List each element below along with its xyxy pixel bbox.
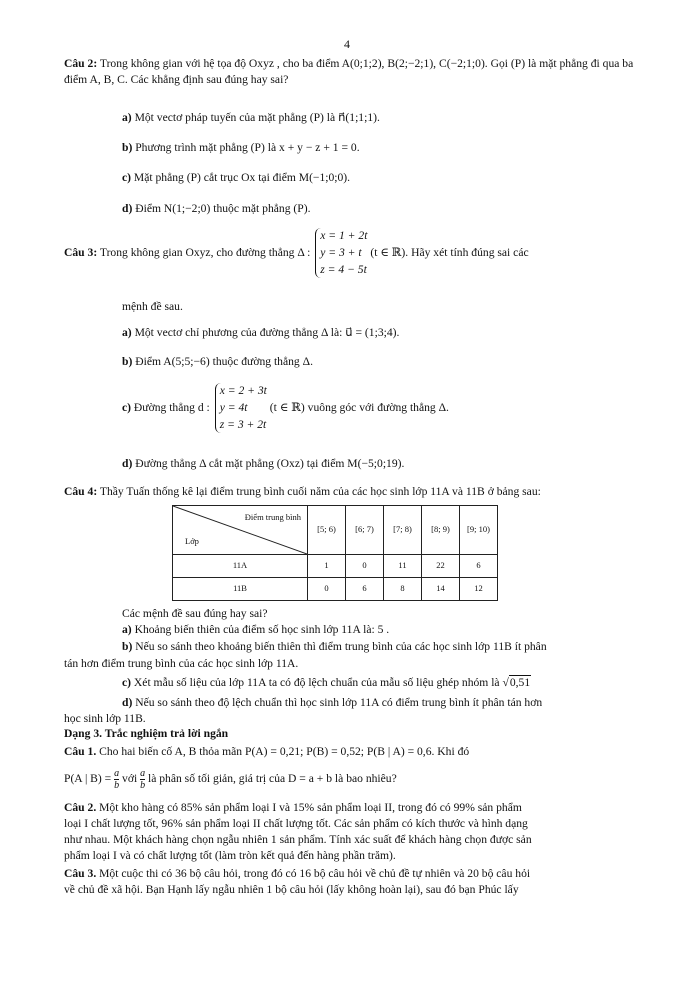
table-cell: 0 [308,578,346,601]
short-answer-2-line: phẩm loại I và có chất lượng tốt (làm tròn kết quả đến hàng phần trăm). [64,849,396,862]
question-4-item-b: b) Nếu so sánh theo khoảng biến thiên thì điểm trung bình của các học sinh lớp 11B ít phân [122,640,547,653]
question-4-item-b-continued: tán hơn điểm trung bình của các học sinh lớp 11A. [64,657,299,670]
table-corner-cell: Điểm trung bình Lớp [173,506,308,555]
question-2-item-d: d) Điểm N(1;−2;0) thuộc mặt phẳng (P). [122,202,311,215]
table-cell: 6 [346,578,384,601]
question-3-item-b: b) Điểm A(5;5;−6) thuộc đường thẳng Δ. [122,355,313,368]
question-4-item-d-continued: học sinh lớp 11B. [64,712,146,725]
table-row [173,555,498,578]
question-3-stem: Câu 3: Trong không gian Oxyz, cho đường thẳng Δ : x = 1 + 2t y = 3 + t z = 4 − 5t (t ∈ ℝ). Hãy xét tính đúng sai các [64,228,642,278]
table-header: [8; 9) [422,506,460,555]
table-header: [7; 8) [384,506,422,555]
table-header: [9; 10) [460,506,498,555]
short-answer-1: Câu 1. Cho hai biến cố A, B thỏa mãn P(A) = 0,21; P(B) = 0,52; P(B | A) = 0,6. Khi đó [64,745,470,758]
table-cell: 12 [460,578,498,601]
question-2-stem [64,56,642,88]
table-cell: 0 [346,555,384,578]
question-4-stem: Câu 4: Thầy Tuấn thống kê lại điểm trung bình cuối năm của các học sinh lớp 11A và 11B ở bảng sau: [64,485,541,498]
fraction: $\frac{a}{b}$ [114,768,120,791]
score-table [172,505,498,601]
fraction: $\frac{a}{b}$ [140,768,146,791]
question-4-item-c: c) Xét mẫu số liệu của lớp 11A ta có độ lệch chuẩn của mẫu số liệu ghép nhóm là √0,51 [122,676,531,689]
line-d-system: x = 2 + 3t y = 4t z = 3 + 2t [215,383,267,433]
table-header: [6; 7) [346,506,384,555]
question-3-item-c: c) Đường thẳng d : x = 2 + 3t y = 4t z = 3 + 2t (t ∈ ℝ) vuông góc với đường thẳng Δ. [122,383,642,433]
page-number: 4 [344,37,350,51]
section-heading: Dạng 3. Trắc nghiệm trả lời ngắn [64,727,229,740]
question-4-prompt: Các mệnh đề sau đúng hay sai? [122,607,268,620]
table-cell: 14 [422,578,460,601]
question-2-text: Trong không gian với hệ tọa độ Oxyz , cho ba điểm A(0;1;2), B(2;−2;1), C(−2;1;0). Gọi (P) là mặt phẳng đi qua ba điểm A, B, C. Các khẳng định sau đúng hay sai? [64,57,634,86]
question-3-stem-continued: mệnh đề sau. [122,300,183,313]
short-answer-3: Câu 3. Một cuộc thi có 36 bộ câu hỏi, trong đó có 16 bộ câu hỏi về chủ đề tự nhiên và 20 bộ câu hỏi [64,867,531,880]
row-label: 11A [173,555,308,578]
question-4-item-d: d) Nếu so sánh theo độ lệch chuẩn thì học sinh lớp 11A có điểm trung bình ít phân tán hơn [122,696,543,709]
question-2-item-b: b) Phương trình mặt phẳng (P) là x + y − z + 1 = 0. [122,141,360,154]
table-cell: 11 [384,555,422,578]
question-3-label: Câu 3: [64,245,98,259]
short-answer-1-continued: P(A | B) = $\frac{a}{b}$ với $\frac{a}{b}$ là phân số tối giản, giá trị của D = a + b là bao nhiêu? [64,768,397,791]
short-answer-2-line: như nhau. Một khách hàng chọn ngẫu nhiên 1 sản phẩm. Tính xác suất để khách hàng chọn được sản [64,833,532,846]
table-cell: 6 [460,555,498,578]
table-header: [5; 6) [308,506,346,555]
table-row [173,578,498,601]
table-cell: 1 [308,555,346,578]
question-2-label: Câu 2: [64,57,98,70]
table-cell: 8 [384,578,422,601]
question-4-item-a: a) Khoảng biến thiên của điểm số học sinh lớp 11A là: 5 . [122,623,390,636]
line-delta-system: x = 1 + 2t y = 3 + t z = 4 − 5t [315,228,367,278]
short-answer-3-line: về chủ đề xã hội. Bạn Hạnh lấy ngẫu nhiên 1 bộ câu hỏi (lấy không hoàn lại), sau đó bạn Phúc lấy [64,883,519,896]
question-3-item-a: a) Một vectơ chỉ phương của đường thẳng Δ là: u⃗ = (1;3;4). [122,326,400,339]
question-2-item-a: a) Một vectơ pháp tuyến của mặt phẳng (P) là n⃗(1;1;1). [122,111,380,124]
short-answer-2-line: loại I chất lượng tốt, 96% sản phẩm loại II chất lượng tốt. Các sản phẩm có kích thước và hình dạng [64,817,528,830]
row-label: 11B [173,578,308,601]
table-cell: 22 [422,555,460,578]
question-2-item-c: c) Mặt phẳng (P) cắt trục Ox tại điểm M(−1;0;0). [122,171,351,184]
question-3-item-d: d) Đường thẳng Δ cắt mặt phẳng (Oxz) tại điểm M(−5;0;19). [122,457,405,470]
short-answer-2: Câu 2. Một kho hàng có 85% sản phẩm loại I và 15% sản phẩm loại II, trong đó có 99% sản phẩm [64,801,522,814]
